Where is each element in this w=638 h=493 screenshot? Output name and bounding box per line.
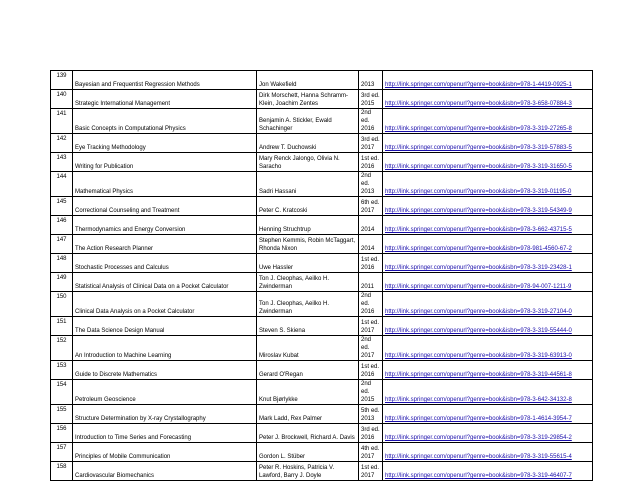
title-cell: Principles of Mobile Communication [73,443,257,462]
author-cell: Gordon L. Stüber [257,443,359,462]
author-cell: Dirk Morschett, Hanna Schramm-Klein, Joachim Zentes [257,90,359,109]
link-cell[interactable]: http://link.springer.com/openurl?genre=book&isbn=978-3-319-57883-5 [383,134,593,153]
row-number-cell: 152 [51,336,73,361]
title-cell: Clinical Data Analysis on a Pocket Calculator [73,292,257,317]
edition-cell: 2nd ed. 2015 [359,380,383,405]
link-cell[interactable]: http://link.springer.com/openurl?genre=book&isbn=978-3-319-54349-9 [383,197,593,216]
row-number-cell: 158 [51,462,73,481]
edition-cell: 3rd ed. 2015 [359,90,383,109]
row-number-cell: 151 [51,317,73,336]
row-number-cell: 145 [51,197,73,216]
edition-cell: 2nd ed. 2013 [359,172,383,197]
table-row [51,361,593,380]
edition-cell: 3rd ed. 2017 [359,134,383,153]
title-cell: Statistical Analysis of Clinical Data on a Pocket Calculator [73,273,257,292]
row-number-cell: 154 [51,380,73,405]
link-cell[interactable]: http://link.springer.com/openurl?genre=book&isbn=978-3-642-34132-8 [383,380,593,405]
table-row [51,424,593,443]
link-cell[interactable]: http://link.springer.com/openurl?genre=book&isbn=978-3-319-46407-7 [383,462,593,481]
edition-cell: 1st ed. 2016 [359,153,383,172]
title-cell: Guide to Discrete Mathematics [73,361,257,380]
row-number-cell: 153 [51,361,73,380]
link-cell[interactable]: http://link.springer.com/openurl?genre=book&isbn=978-1-4419-0925-1 [383,71,593,90]
author-cell: Stephen Kemmis, Robin McTaggart, Rhonda Nixon [257,235,359,254]
title-cell: Strategic International Management [73,90,257,109]
title-cell: Bayesian and Frequentist Regression Methods [73,71,257,90]
row-number-cell: 149 [51,273,73,292]
title-cell: Correctional Counseling and Treatment [73,197,257,216]
edition-cell: 2014 [359,235,383,254]
row-number-cell: 142 [51,134,73,153]
edition-cell: 2013 [359,71,383,90]
row-number-cell: 150 [51,292,73,317]
row-number-cell: 157 [51,443,73,462]
table-row [51,405,593,424]
edition-cell: 5th ed. 2013 [359,405,383,424]
edition-cell: 2nd ed. 2017 [359,336,383,361]
author-cell: Mark Ladd, Rex Palmer [257,405,359,424]
table-row [51,462,593,481]
title-cell: The Data Science Design Manual [73,317,257,336]
row-number-cell: 155 [51,405,73,424]
link-cell[interactable]: http://link.springer.com/openurl?genre=book&isbn=978-3-319-55615-4 [383,443,593,462]
author-cell: Peter C. Kratcoski [257,197,359,216]
row-number-cell: 148 [51,254,73,273]
link-cell[interactable]: http://link.springer.com/openurl?genre=book&isbn=978-1-4614-3954-7 [383,405,593,424]
title-cell: Structure Determination by X-ray Crystallography [73,405,257,424]
edition-cell: 1st ed. 2017 [359,317,383,336]
edition-cell: 4th ed. 2017 [359,443,383,462]
author-cell: Gerard O'Regan [257,361,359,380]
title-cell: Basic Concepts in Computational Physics [73,109,257,134]
link-cell[interactable]: http://link.springer.com/openurl?genre=book&isbn=978-3-319-27265-8 [383,109,593,134]
link-cell[interactable]: http://link.springer.com/openurl?genre=book&isbn=978-3-319-01195-0 [383,172,593,197]
row-number-cell: 147 [51,235,73,254]
book-list-body [51,71,593,481]
link-cell[interactable]: http://link.springer.com/openurl?genre=book&isbn=978-3-319-31650-5 [383,153,593,172]
link-cell[interactable]: http://link.springer.com/openurl?genre=book&isbn=978-3-319-55444-0 [383,317,593,336]
edition-cell: 3rd ed. 2016 [359,424,383,443]
title-cell: Cardiovascular Biomechanics [73,462,257,481]
author-cell: Andrew T. Duchowski [257,134,359,153]
table-row [51,292,593,317]
row-number-cell: 140 [51,90,73,109]
link-cell[interactable]: http://link.springer.com/openurl?genre=book&isbn=978-3-319-23428-1 [383,254,593,273]
table-row [51,134,593,153]
row-number-cell: 144 [51,172,73,197]
title-cell: Eye Tracking Methodology [73,134,257,153]
table-row [51,336,593,361]
title-cell: Petroleum Geoscience [73,380,257,405]
row-number-cell: 143 [51,153,73,172]
author-cell: Uwe Hassler [257,254,359,273]
link-cell[interactable]: http://link.springer.com/openurl?genre=book&isbn=978-3-319-27104-0 [383,292,593,317]
link-cell[interactable]: http://link.springer.com/openurl?genre=book&isbn=978-3-319-63913-0 [383,336,593,361]
author-cell: Ton J. Cleophas, Aeilko H. Zwinderman [257,292,359,317]
author-cell: Sadri Hassani [257,172,359,197]
table-row [51,197,593,216]
table-row [51,153,593,172]
edition-cell: 2011 [359,273,383,292]
title-cell: Writing for Publication [73,153,257,172]
title-cell: Introduction to Time Series and Forecasting [73,424,257,443]
edition-cell: 1st ed. 2017 [359,462,383,481]
table-row [51,380,593,405]
title-cell: Stochastic Processes and Calculus [73,254,257,273]
author-cell: Peter R. Hoskins, Patricia V. Lawford, Barry J. Doyle [257,462,359,481]
author-cell: Steven S. Skiena [257,317,359,336]
row-number-cell: 139 [51,71,73,90]
table-row [51,71,593,90]
link-cell[interactable]: http://link.springer.com/openurl?genre=book&isbn=978-94-007-1211-9 [383,273,593,292]
edition-cell: 1st ed. 2016 [359,361,383,380]
table-row [51,254,593,273]
author-cell: Benjamin A. Stickler, Ewald Schachinger [257,109,359,134]
author-cell: Henning Struchtrup [257,216,359,235]
table-row [51,235,593,254]
author-cell: Mary Renck Jalongo, Olivia N. Saracho [257,153,359,172]
author-cell: Knut Bjørlykke [257,380,359,405]
table-row [51,172,593,197]
author-cell: Miroslav Kubat [257,336,359,361]
table-row [51,317,593,336]
table-row [51,109,593,134]
link-cell[interactable]: http://link.springer.com/openurl?genre=book&isbn=978-3-662-43715-5 [383,216,593,235]
table-row [51,443,593,462]
edition-cell: 2014 [359,216,383,235]
edition-cell: 2nd ed. 2016 [359,109,383,134]
edition-cell: 2nd ed. 2016 [359,292,383,317]
author-cell: Ton J. Cleophas, Aeilko H. Zwinderman [257,273,359,292]
book-list-table [50,70,593,481]
link-cell[interactable]: http://link.springer.com/openurl?genre=book&isbn=978-3-658-07884-3 [383,90,593,109]
edition-cell: 1st ed. 2016 [359,254,383,273]
link-cell[interactable]: http://link.springer.com/openurl?genre=book&isbn=978-3-319-44561-8 [383,361,593,380]
row-number-cell: 146 [51,216,73,235]
link-cell[interactable]: http://link.springer.com/openurl?genre=book&isbn=978-3-319-29854-2 [383,424,593,443]
title-cell: The Action Research Planner [73,235,257,254]
title-cell: Thermodynamics and Energy Conversion [73,216,257,235]
author-cell: Peter J. Brockwell, Richard A. Davis [257,424,359,443]
row-number-cell: 141 [51,109,73,134]
title-cell: An Introduction to Machine Learning [73,336,257,361]
link-cell[interactable]: http://link.springer.com/openurl?genre=book&isbn=978-981-4560-67-2 [383,235,593,254]
row-number-cell: 156 [51,424,73,443]
table-row [51,216,593,235]
table-row [51,273,593,292]
author-cell: Jon Wakefield [257,71,359,90]
table-row [51,90,593,109]
edition-cell: 6th ed. 2017 [359,197,383,216]
title-cell: Mathematical Physics [73,172,257,197]
